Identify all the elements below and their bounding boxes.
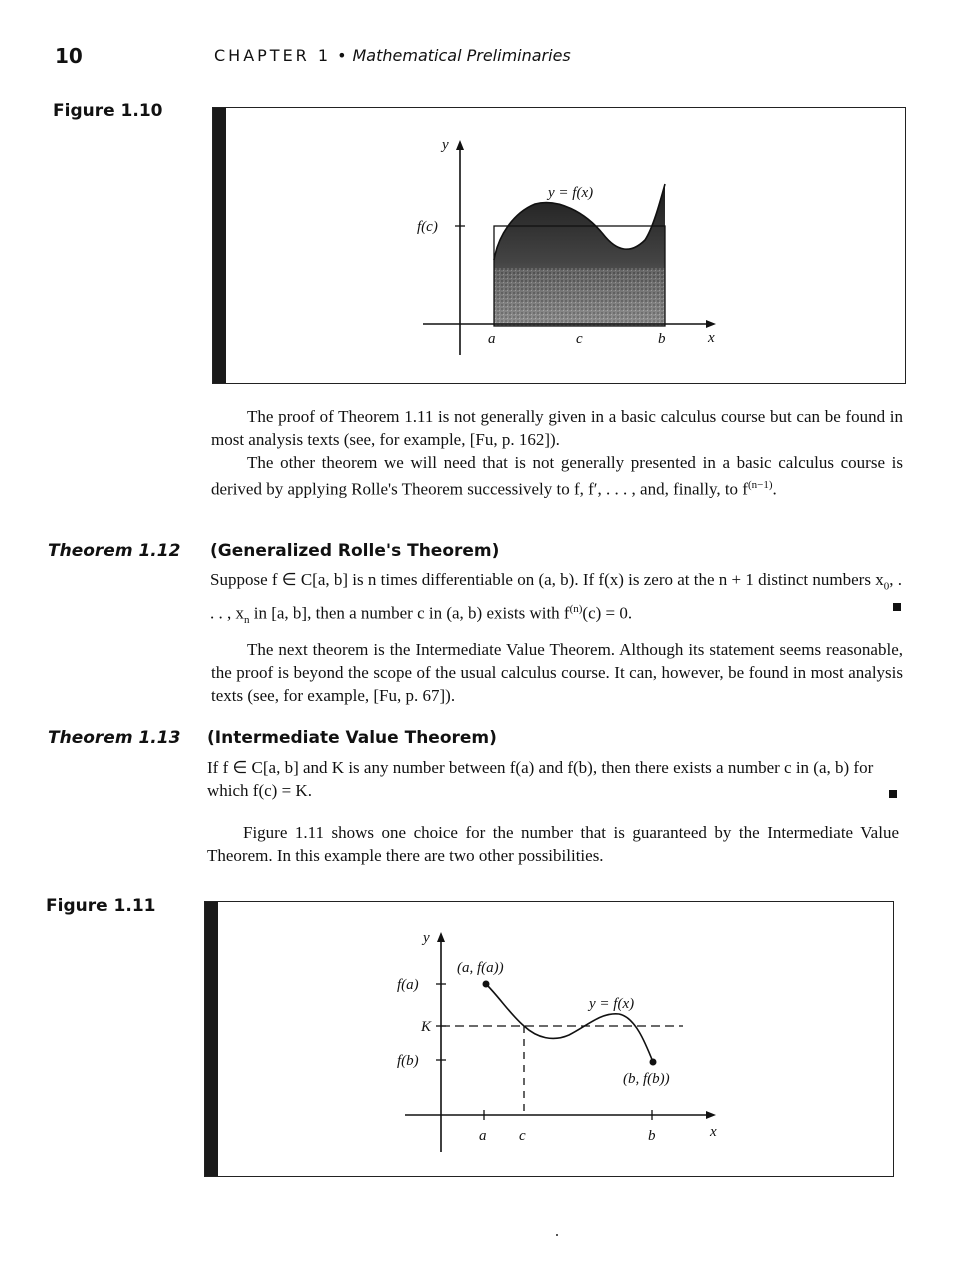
theorem-1-12-sup-n: (n) [569, 603, 583, 616]
theorem-1-12-text-3: in [a, b], then a number c in (a, b) exists with f [249, 604, 570, 624]
point-b [650, 1059, 657, 1066]
theorem-1-12-text-1: Suppose f ∈ C[a, b] is n times differentiable on (a, b). If f(x) is zero at the n + 1 distinct numbers x [210, 570, 884, 589]
tick-b-label: b [648, 1128, 656, 1144]
curve-label: y = f(x) [548, 185, 594, 201]
theorem-1-12-text-2: , . . . , x [210, 570, 902, 624]
x-axis-arrow [706, 1111, 716, 1119]
chapter-label: CHAPTER 1 [214, 46, 332, 65]
axis-y-label: y [442, 137, 449, 153]
theorem-1-12-text-4: (c) = 0. [582, 604, 633, 624]
page-number: 10 [55, 44, 83, 68]
y-axis-arrow [437, 932, 445, 942]
tick-a-label: a [488, 331, 496, 347]
theorem-1-13-label: Theorem 1.13 [48, 728, 181, 748]
theorem-1-12-sub-0: 0 [883, 580, 890, 593]
theorem-1-12-sub-n: n [244, 614, 250, 627]
running-header [214, 46, 571, 65]
theorem-1-12-body [210, 568, 904, 632]
end-of-theorem-mark [893, 603, 901, 611]
figure-1-11-label: Figure 1.11 [46, 896, 156, 916]
tick-a-label: a [479, 1128, 487, 1144]
axis-x-label: x [710, 1124, 717, 1140]
point-b-label: (b, f(b)) [623, 1071, 670, 1087]
fc-label: f(c) [417, 219, 438, 235]
tick-c-label: c [576, 331, 583, 347]
curve-label: y = f(x) [589, 996, 635, 1012]
k-label: K [421, 1019, 432, 1035]
axis-y-label: y [423, 930, 430, 946]
axis-x-label: x [708, 330, 715, 346]
paragraph-2-text: The other theorem we will need that is not generally presented in a basic calculus course is derived by applying Rolle's Theorem successively to f, f′, . . . , and, finally, to f [211, 453, 903, 499]
header-bullet: • [337, 46, 347, 65]
point-a-label: (a, f(a)) [457, 960, 504, 976]
tick-c-label: c [519, 1128, 526, 1144]
body-text-1 [211, 405, 903, 501]
theorem-1-13-body: If f ∈ C[a, b] and K is any number between f(a) and f(b), then there exists a number c in (a, b) for which f(c) = K. [207, 758, 874, 800]
paragraph-2-end: . [772, 479, 777, 499]
paragraph-2-superscript: (n−1) [747, 479, 773, 491]
paragraph-1: The proof of Theorem 1.11 is not generally given in a basic calculus course but can be found in most analysis texts (see, for example, [Fu, p. 162]). [211, 407, 903, 449]
end-of-theorem-mark [889, 790, 897, 798]
tick-b-label: b [658, 331, 666, 347]
paragraph-2 [211, 451, 903, 501]
x-axis-arrow [706, 320, 716, 328]
paragraph-3: The next theorem is the Intermediate Value Theorem. Although its statement seems reasonable, the proof is beyond the scope of the usual calculus course. It can, however, be found in most analysis texts (see, for example, [Fu, p. 67]). [211, 640, 903, 705]
point-a [483, 981, 490, 988]
figure-1-10-graphic [213, 108, 905, 383]
theorem-1-12-label: Theorem 1.12 [48, 541, 181, 561]
y-axis-arrow [456, 140, 464, 150]
figure-1-11-graphic [205, 902, 893, 1176]
theorem-1-13-title: (Intermediate Value Theorem) [207, 728, 497, 748]
stray-dot [556, 1234, 558, 1236]
figure-1-11 [204, 901, 894, 1177]
chapter-title: Mathematical Preliminaries [352, 46, 571, 65]
fa-label: f(a) [397, 977, 419, 993]
theorem-1-12-title: (Generalized Rolle's Theorem) [210, 541, 500, 561]
paragraph-4: Figure 1.11 shows one choice for the number that is guaranteed by the Intermediate Value Theorem. In this example there are two other possibilities. [207, 823, 899, 865]
fb-label: f(b) [397, 1053, 419, 1069]
figure-1-10-label: Figure 1.10 [53, 101, 163, 121]
figure-1-10 [212, 107, 906, 384]
